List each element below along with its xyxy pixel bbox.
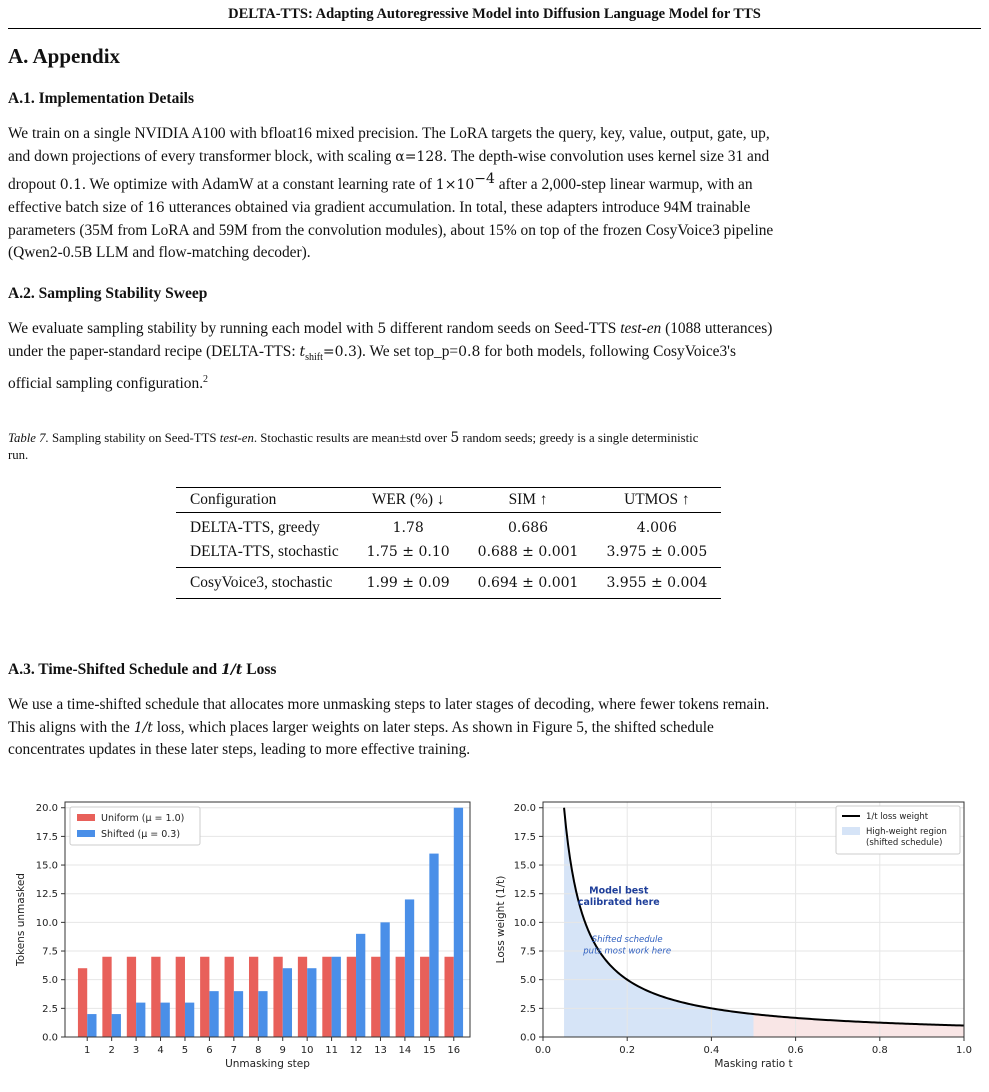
- y-tick-label: 15.0: [513, 860, 536, 872]
- table-cell: 1.99 ± 0.09: [353, 568, 464, 599]
- bar: [420, 957, 429, 1037]
- paragraph-implementation: [8, 123, 981, 265]
- bar: [258, 991, 267, 1037]
- x-tick-label: 5: [181, 1045, 189, 1056]
- line: dropout 0.1. We optimize with AdamW at a constant learning rate of $1\times 10^{-4}$ after a 2,000-step linear warmup, with an: [8, 171, 753, 194]
- paragraph-schedule: [8, 694, 981, 762]
- bar-chart-tokens-unmasked: [0, 790, 490, 1080]
- bar: [405, 899, 414, 1037]
- bar: [371, 957, 380, 1037]
- y-tick-label: 17.5: [513, 831, 536, 843]
- bar: [151, 957, 160, 1037]
- line: concentrates updates in these later steps, leading to more effective training.: [8, 741, 471, 759]
- y-tick-label: 20.0: [513, 803, 536, 815]
- bar: [234, 991, 243, 1037]
- bar: [283, 968, 292, 1037]
- legend-label: 1/t loss weight: [866, 812, 929, 822]
- legend-label: Uniform (μ = 1.0): [101, 813, 185, 824]
- y-tick-label: 12.5: [513, 889, 536, 901]
- line: and down projections of every transformer block, with scaling α=128. The depth-wise convolution uses kernel size 31 and: [8, 147, 770, 165]
- table-cell: CosyVoice3, stochastic: [176, 568, 353, 599]
- x-tick-label: 15: [422, 1045, 436, 1056]
- bar: [161, 1003, 170, 1037]
- section-title-a2: A.2. Sampling Stability Sweep: [8, 285, 208, 302]
- bar: [332, 957, 341, 1037]
- y-tick-label: 10.0: [35, 917, 58, 929]
- x-tick-label: 7: [230, 1045, 238, 1056]
- x-tick-label: 1: [84, 1045, 91, 1056]
- line: We train on a single NVIDIA A100 with bfloat16 mixed precision. The LoRA targets the query, key, value, output, gate, up,: [8, 125, 770, 142]
- table-cell: DELTA-TTS, greedy: [190, 519, 320, 536]
- y-tick-label: 12.5: [35, 889, 58, 901]
- column-header: UTMOS ↑: [624, 491, 690, 508]
- line: official sampling configuration.$^2$: [8, 374, 209, 393]
- bar: [347, 957, 356, 1037]
- legend-swatch: [77, 814, 95, 821]
- bar: [209, 991, 218, 1037]
- x-tick-label: 13: [374, 1045, 387, 1056]
- y-axis-label: Loss weight (1/t): [495, 875, 507, 964]
- y-tick-label: 0.0: [520, 1032, 536, 1044]
- bar: [273, 957, 282, 1037]
- y-tick-label: 7.5: [42, 946, 58, 958]
- bar: [127, 957, 136, 1037]
- bar: [225, 957, 234, 1037]
- annotation-label: Model best: [589, 885, 649, 897]
- appendix-title: A. Appendix: [8, 44, 121, 68]
- y-tick-label: 0.0: [42, 1032, 58, 1044]
- table7: [176, 487, 721, 599]
- column-header: WER (%) ↓: [371, 491, 445, 508]
- x-tick-label: 4: [157, 1045, 164, 1056]
- bar: [356, 934, 365, 1037]
- y-tick-label: 7.5: [520, 946, 536, 958]
- bar: [176, 957, 185, 1037]
- line: We use a time-shifted schedule that allocates more unmasking steps to later stages of decoding, where fewer tokens remain.: [8, 696, 770, 713]
- y-tick-label: 5.0: [520, 975, 536, 987]
- bar: [307, 968, 316, 1037]
- bar: [396, 957, 405, 1037]
- y-tick-label: 2.5: [520, 1003, 536, 1015]
- x-tick-label: 10: [300, 1045, 314, 1056]
- legend-label: High-weight region: [866, 827, 947, 837]
- line: This aligns with the 1/t loss, which places larger weights on later steps. As shown in Figure 5, the shifted schedule: [8, 718, 714, 736]
- bar: [112, 1014, 121, 1037]
- x-tick-label: 0.6: [787, 1045, 804, 1056]
- line: effective batch size of 16 utterances obtained via gradient accumulation. In total, these adapters introduce 94M trainable: [8, 198, 751, 216]
- column-header: SIM ↑: [508, 491, 548, 508]
- y-tick-label: 17.5: [35, 831, 58, 843]
- bar: [380, 922, 389, 1037]
- legend-label: (shifted schedule): [866, 838, 943, 848]
- paragraph-sampling: [8, 318, 981, 396]
- annotation-label: calibrated here: [577, 897, 660, 909]
- y-tick-label: 20.0: [35, 803, 58, 815]
- x-tick-label: 3: [132, 1045, 140, 1056]
- table-cell: 1.75 ± 0.10: [366, 544, 450, 560]
- legend-label: Shifted (μ = 0.3): [101, 829, 181, 840]
- x-tick-label: 6: [206, 1045, 213, 1056]
- x-tick-label: 16: [447, 1045, 461, 1056]
- x-tick-label: 12: [349, 1045, 363, 1056]
- line-chart-loss-weight: [490, 790, 989, 1080]
- y-axis-label: Tokens unmasked: [15, 873, 27, 966]
- bar: [429, 854, 438, 1037]
- table-cell: 3.975 ± 0.005: [606, 544, 708, 560]
- running-header: DELTA-TTS: Adapting Autoregressive Model into Diffusion Language Model for TTS: [8, 6, 981, 29]
- x-axis-label: Unmasking step: [225, 1058, 310, 1070]
- table-cell: 0.686: [508, 520, 549, 536]
- bar: [249, 957, 258, 1037]
- table-header-row: [176, 488, 721, 513]
- bar: [102, 957, 111, 1037]
- x-tick-label: 8: [255, 1045, 262, 1056]
- bar: [185, 1003, 194, 1037]
- y-tick-label: 15.0: [35, 860, 58, 872]
- x-axis-label: Masking ratio t: [714, 1058, 793, 1070]
- x-tick-label: 14: [398, 1045, 412, 1056]
- table-row: [176, 540, 721, 568]
- annotation-label: Shifted schedule: [591, 934, 663, 945]
- table-row: [176, 568, 721, 599]
- x-tick-label: 11: [325, 1045, 338, 1056]
- bar: [454, 808, 463, 1037]
- x-tick-label: 0.4: [703, 1045, 720, 1056]
- table-cell: 3.955 ± 0.004: [592, 568, 721, 599]
- bar: [136, 1003, 145, 1037]
- section-title-a3: A.3. Time-Shifted Schedule and 1/t Loss: [8, 661, 277, 678]
- legend-swatch: [77, 830, 95, 837]
- x-tick-label: 0.0: [535, 1045, 551, 1056]
- annotation-label: puts most work here: [583, 946, 672, 957]
- x-tick-label: 9: [279, 1045, 286, 1056]
- column-header: Configuration: [190, 491, 277, 508]
- bar: [322, 957, 331, 1037]
- bar: [298, 957, 307, 1037]
- section-title-a1: A.1. Implementation Details: [8, 90, 194, 107]
- bar: [87, 1014, 96, 1037]
- table-cell: DELTA-TTS, stochastic: [190, 543, 339, 560]
- y-tick-label: 10.0: [513, 917, 536, 929]
- line: (Qwen2-0.5B LLM and flow-matching decoder).: [8, 244, 311, 262]
- x-tick-label: 0.2: [619, 1045, 636, 1056]
- line: under the paper-standard recipe (DELTA-TTS: $t_{shift}=0.3$). We set top_p=0.8 for both models, following CosyVoice3's: [8, 342, 736, 363]
- table-cell: 0.694 ± 0.001: [464, 568, 593, 599]
- bar: [78, 968, 87, 1037]
- table7-caption: Table 7. Sampling stability on Seed-TTS test-en. Stochastic results are mean±std over 5 random seeds; greedy is a single deterministic run.: [8, 430, 699, 462]
- y-tick-label: 5.0: [42, 975, 58, 987]
- table-cell: 0.688 ± 0.001: [477, 544, 579, 560]
- table-cell: 4.006: [636, 520, 677, 536]
- bar: [200, 957, 209, 1037]
- x-tick-label: 1.0: [956, 1045, 972, 1056]
- line: parameters (35M from LoRA and 59M from the convolution modules), about 15% on top of the frozen CosyVoice3 pipeline: [8, 221, 774, 239]
- table-row: [176, 513, 721, 541]
- x-tick-label: 2: [108, 1045, 115, 1056]
- legend-swatch: [842, 827, 860, 835]
- x-tick-label: 0.8: [871, 1045, 888, 1056]
- line: We evaluate sampling stability by running each model with 5 different random seeds on Seed-TTS test-en (1088 utterances): [8, 320, 773, 337]
- table-cell: 1.78: [392, 520, 424, 536]
- y-tick-label: 2.5: [42, 1003, 58, 1015]
- bar: [444, 957, 453, 1037]
